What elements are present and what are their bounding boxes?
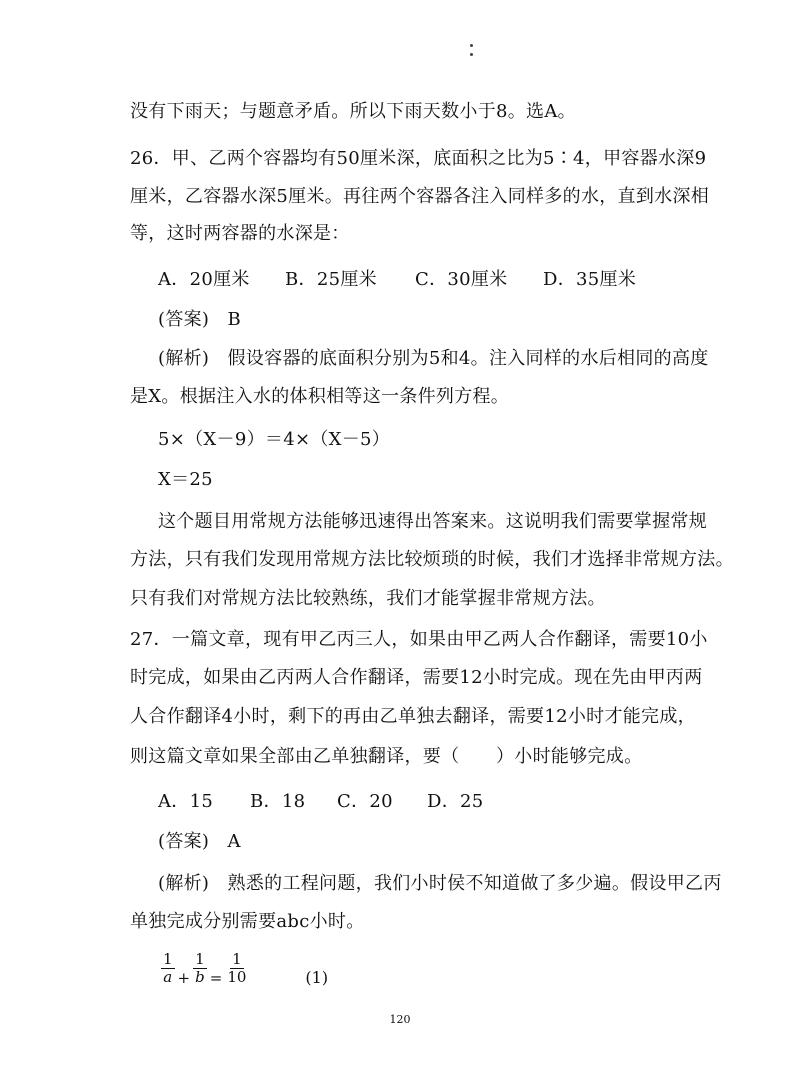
numerator: 1	[232, 950, 242, 968]
equation-label: (1)	[305, 968, 329, 987]
numerator: 1	[163, 950, 173, 968]
equation-line: 5×（X－9）＝4×（X－5）	[158, 429, 391, 450]
equals-sign: =	[209, 968, 223, 987]
denominator: b	[195, 968, 205, 986]
question-27-text: 27．一篇文章，现有甲乙丙三人，如果由甲乙两人合作翻译，需要10小	[130, 629, 708, 650]
question-27-text: 则这篇文章如果全部由乙单独翻译，要（ ）小时能够完成。	[130, 746, 643, 767]
fraction	[225, 951, 248, 986]
option-a: A．20厘米	[158, 269, 250, 290]
option-c: C．20	[337, 791, 393, 812]
question-27-text: 时完成，如果由乙丙两人合作翻译，需要12小时完成。现在先由甲丙两	[130, 667, 703, 688]
note-text: 只有我们对常规方法比较熟练，我们才能掌握非常规方法。	[130, 588, 606, 609]
question-26-options	[158, 268, 718, 292]
question-26-text: 厘米，乙容器水深5厘米。再往两个容器各注入同样多的水，直到水深相	[130, 186, 710, 207]
answer-27: (答案) A	[158, 831, 241, 852]
question-26-text: 等，这时两容器的水深是：	[130, 223, 350, 244]
equation-line: X＝25	[158, 469, 213, 490]
note-text: 方法，只有我们发现用常规方法比较烦琐的时候，我们才选择非常规方法。	[130, 549, 734, 570]
option-b: B．18	[250, 791, 306, 812]
numerator: 1	[195, 950, 205, 968]
fraction	[193, 951, 207, 986]
page-number: 120	[389, 1013, 411, 1026]
fraction	[161, 951, 175, 986]
analysis-27: 单独完成分别需要abc小时。	[130, 911, 365, 932]
option-c: C．30厘米	[415, 269, 508, 290]
question-26-text: 26．甲、乙两个容器均有50厘米深，底面积之比为5∶4，甲容器水深9	[130, 148, 707, 169]
scan-marks	[468, 38, 474, 62]
note-text: 这个题目用常规方法能够迅速得出答案来。这说明我们需要掌握常规	[158, 511, 707, 532]
plus-sign: +	[177, 968, 191, 987]
option-a: A．15	[158, 791, 214, 812]
answer-26: (答案) B	[158, 309, 242, 330]
analysis-26: 是X。根据注入水的体积相等这一条件列方程。	[130, 386, 510, 407]
question-27-text: 人合作翻译4小时，剩下的再由乙单独去翻译，需要12小时才能完成，	[130, 706, 696, 727]
analysis-27: (解析) 熟悉的工程问题，我们小时侯不知道做了多少遍。假设甲乙丙	[158, 873, 722, 894]
denominator: 10	[227, 968, 247, 986]
denominator: a	[163, 968, 173, 986]
text-line: 没有下雨天；与题意矛盾。所以下雨天数小于8。选A。	[130, 101, 576, 122]
analysis-26: (解析) 假设容器的底面积分别为5和4。注入同样的水后相同的高度	[158, 348, 709, 369]
option-d: D．25	[427, 791, 484, 812]
option-d: D．35厘米	[543, 269, 637, 290]
question-27-options	[158, 790, 718, 814]
fraction-equation	[160, 950, 328, 987]
option-b: B．25厘米	[285, 269, 377, 290]
